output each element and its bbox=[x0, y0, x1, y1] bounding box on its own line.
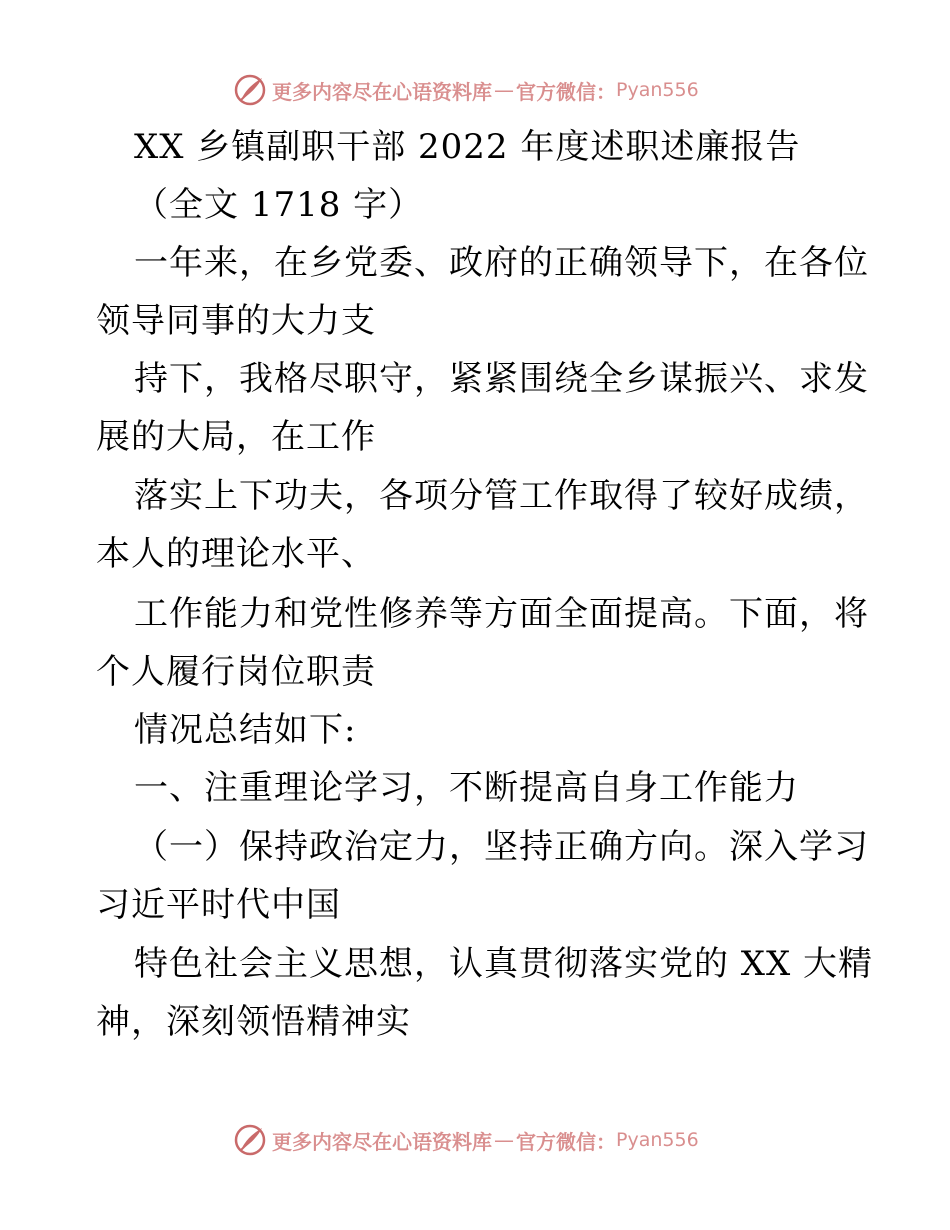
watermark-account: Pyan556 bbox=[616, 79, 699, 101]
paragraph-line: 个人履行岗位职责 bbox=[96, 652, 376, 692]
paragraph-line: 展的大局，在工作 bbox=[96, 417, 376, 457]
paragraph-line: 神，深刻领悟精神实 bbox=[96, 1002, 411, 1042]
section-heading: 一、注重理论学习，不断提高自身工作能力 bbox=[134, 768, 799, 808]
word-count: （全文 1718 字） bbox=[134, 185, 424, 225]
paragraph-line: 落实上下功夫，各项分管工作取得了较好成绩， bbox=[134, 476, 869, 516]
quill-logo-icon bbox=[232, 1122, 268, 1158]
watermark-label: 官方微信： bbox=[516, 1129, 616, 1154]
paragraph-line: 习近平时代中国 bbox=[96, 885, 341, 925]
watermark-banner-top bbox=[232, 70, 699, 110]
watermark-banner-bottom bbox=[232, 1120, 699, 1160]
paragraph-line: （一）保持政治定力，坚持正确方向。深入学习 bbox=[134, 827, 869, 867]
paragraph-line: 一年来，在乡党委、政府的正确领导下，在各位 bbox=[134, 243, 869, 283]
paragraph-line: 特色社会主义思想，认真贯彻落实党的 XX 大精 bbox=[134, 944, 874, 984]
watermark-site-text: 更多内容尽在心语资料库 bbox=[272, 79, 492, 104]
paragraph-line: 持下，我格尽职守，紧紧围绕全乡谋振兴、求发 bbox=[134, 359, 869, 399]
quill-logo-icon bbox=[232, 72, 268, 108]
paragraph-line: 本人的理论水平、 bbox=[96, 534, 376, 574]
paragraph-line: 工作能力和党性修养等方面全面提高。下面，将 bbox=[134, 594, 869, 634]
watermark-site-text: 更多内容尽在心语资料库 bbox=[272, 1129, 492, 1154]
paragraph-line: 领导同事的大力支 bbox=[96, 301, 376, 341]
document-title: XX 乡镇副职干部 2022 年度述职述廉报告 bbox=[134, 127, 801, 167]
paragraph-line: 情况总结如下: bbox=[134, 710, 357, 750]
watermark-label: 官方微信： bbox=[516, 79, 616, 104]
watermark-separator: — bbox=[494, 78, 514, 102]
watermark-account: Pyan556 bbox=[616, 1129, 699, 1151]
watermark-separator: — bbox=[494, 1128, 514, 1152]
